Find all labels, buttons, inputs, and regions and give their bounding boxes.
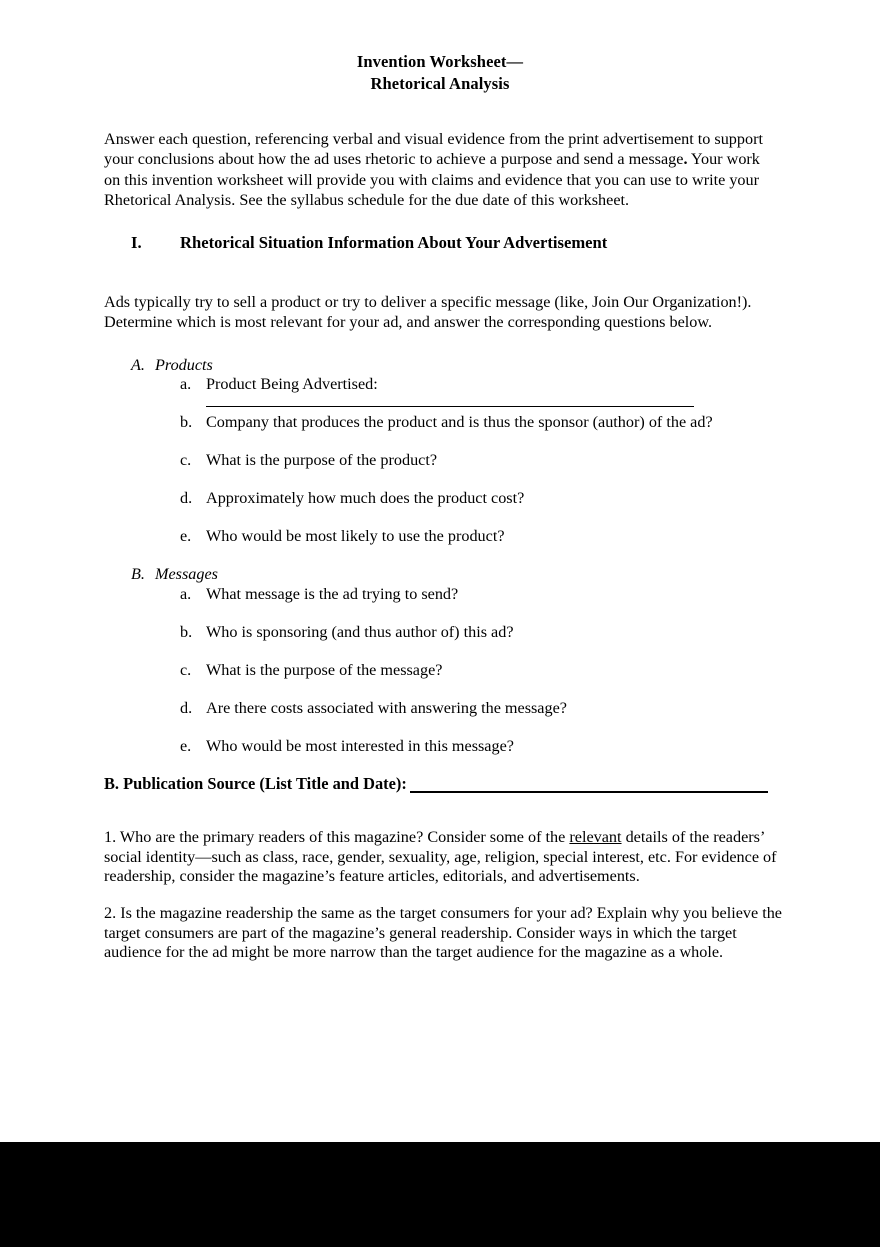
list-item-label: Who would be most likely to use the product? (206, 527, 505, 545)
group-label-products-text: Products (155, 356, 213, 374)
list-item-marker: d. (180, 489, 193, 507)
publication-question-2: 2. Is the magazine readership the same as the target consumers for your ad? Explain why you believe the target consumers are part of the magazine’s general readership. Consider ways in which the target audience for the ad might be more narrow than the target audience for the magazine as a whole. (104, 904, 782, 962)
intro-text-part-2: Your work on this invention worksheet will provide you with claims and evidence that you can use to write your Rhetorical Analysis. See the syllabus schedule for the due date of this worksheet. (104, 150, 760, 209)
intro-text-part-1: Answer each question, referencing verbal and visual evidence from the print advertisement to support your conclusions about how the ad uses rhetoric to achieve a purpose and send a message (104, 130, 763, 169)
publication-question-1 (104, 828, 782, 887)
list-item-label: Company that produces the product and is thus the sponsor (author) of the ad? (206, 413, 713, 431)
publication-source-heading: B. Publication Source (List Title and Date): (104, 774, 407, 793)
list-item (180, 413, 800, 432)
list-item-label: What is the purpose of the message? (206, 661, 443, 679)
list-item (180, 451, 800, 470)
section-one-numeral: I. (131, 233, 142, 252)
list-item-marker: e. (180, 737, 192, 755)
question-1-part-2: details of the readers’ social identity—such as class, race, gender, sexuality, age, religion, special interest, etc. For evidence of readership, consider the magazine’s feature articles, editorials, and advertisements. (104, 828, 777, 886)
list-item-marker: b. (180, 623, 193, 641)
group-label-messages-text: Messages (155, 565, 218, 583)
group-label-products (131, 356, 213, 375)
fill-in-rule-publication-source (410, 791, 768, 793)
scan-bottom-band (0, 1142, 880, 1247)
list-item (180, 585, 800, 604)
fill-in-rule-product (206, 406, 694, 407)
list-item (180, 527, 800, 546)
list-item-marker: a. (180, 375, 192, 393)
intro-bold-period: . (683, 150, 688, 169)
list-item-marker: c. (180, 451, 192, 469)
section-one-heading-text: Rhetorical Situation Information About Your Advertisement (180, 233, 608, 252)
question-1-part-1: 1. Who are the primary readers of this magazine? Consider some of the (104, 828, 570, 847)
list-item-marker: e. (180, 527, 192, 545)
list-item-label: Product Being Advertised: (206, 375, 378, 393)
intro-paragraph (104, 129, 776, 210)
list-item-label: Are there costs associated with answering the message? (206, 699, 567, 717)
list-item-label: Approximately how much does the product cost? (206, 489, 525, 507)
page-title (0, 51, 880, 95)
list-item-marker: a. (180, 585, 192, 603)
list-item (180, 699, 800, 718)
list-item-marker: c. (180, 661, 192, 679)
list-item (180, 375, 800, 394)
list-item-label: Who is sponsoring (and thus author of) this ad? (206, 623, 514, 641)
section-one-intro-paragraph: Ads typically try to sell a product or try to deliver a specific message (like, Join Our Organization!). Determine which is most relevant for your ad, and answer the corresponding questions below. (104, 293, 752, 332)
list-item (180, 489, 800, 508)
list-item-label: What is the purpose of the product? (206, 451, 438, 469)
page-title-line-1: Invention Worksheet— (356, 52, 524, 71)
list-item-marker: d. (180, 699, 193, 717)
group-marker-messages: B. (131, 565, 145, 583)
list-item (180, 737, 800, 756)
group-label-messages (131, 565, 218, 584)
list-item-label: What message is the ad trying to send? (206, 585, 459, 603)
question-1-underlined-word: relevant (569, 828, 622, 847)
page-title-line-2: Rhetorical Analysis (370, 74, 510, 93)
list-item (180, 661, 800, 680)
group-marker-products: A. (131, 356, 145, 374)
list-item-label: Who would be most interested in this message? (206, 737, 514, 755)
list-item (180, 623, 800, 642)
list-item-marker: b. (180, 413, 193, 431)
section-one-heading (131, 232, 791, 254)
